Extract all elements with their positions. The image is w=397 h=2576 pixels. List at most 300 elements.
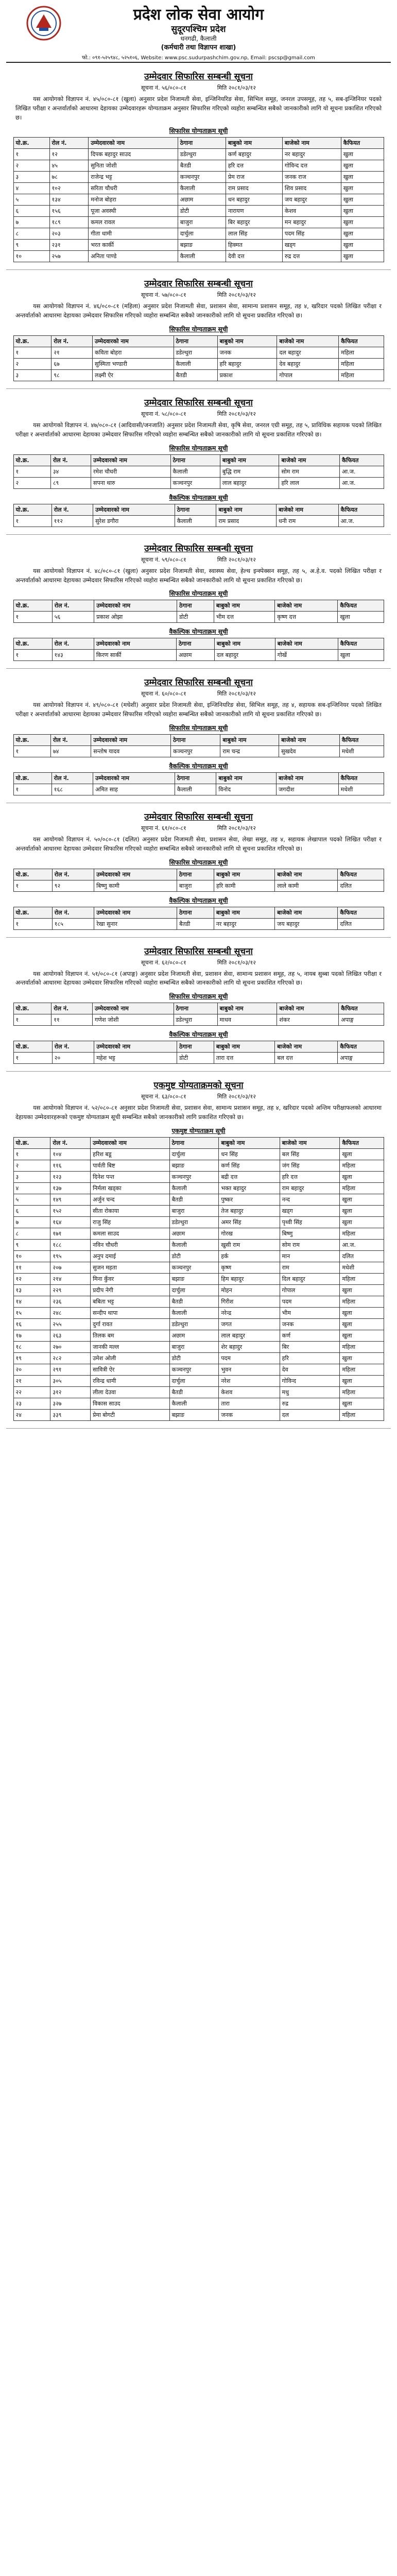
table-cell: खुला xyxy=(340,1375,384,1386)
table-cell: जंग सिंह xyxy=(280,1160,340,1171)
table-cell: १३४ xyxy=(49,194,89,206)
table-row xyxy=(13,918,384,929)
table-cell: कैलाली xyxy=(178,251,226,262)
column-header: कैफियत xyxy=(339,336,384,347)
table-row xyxy=(13,466,384,477)
table-row xyxy=(13,1262,384,1273)
column-header: रोल नं. xyxy=(52,1041,94,1053)
column-header: यो.क्र. xyxy=(13,454,50,466)
section-divider xyxy=(6,1428,391,1429)
table-cell: बैतडी xyxy=(169,1296,219,1307)
column-header: यो.क्र. xyxy=(13,600,52,612)
table-cell: सरिता चौधरी xyxy=(89,183,178,194)
notice-number: सूचना नं. ६२/०८०-८१ xyxy=(141,959,186,966)
table-cell: भक्त बहादुर xyxy=(219,1182,280,1194)
table-cell: सपना थारु xyxy=(91,477,170,488)
table-cell: ७ xyxy=(13,1216,50,1228)
table-cell: १ xyxy=(13,1148,50,1160)
recommendation-table xyxy=(13,137,384,262)
table-row xyxy=(13,1250,384,1262)
table-cell: मिना कुँवर xyxy=(91,1273,170,1284)
table-cell: २१ xyxy=(13,1375,50,1386)
table-cell: २१ xyxy=(51,347,93,359)
notice-date: मिति २०८१/०३/१२ xyxy=(217,824,256,832)
table-cell: दल बहादुर xyxy=(214,650,275,661)
column-header: ठेगाना xyxy=(177,1041,214,1053)
table-cell: उमेश ओली xyxy=(91,1352,170,1364)
column-header: ठेगाना xyxy=(169,1137,219,1148)
table-cell: २३ xyxy=(13,1398,50,1409)
table-cell: १ xyxy=(13,784,51,795)
column-header: कैफियत xyxy=(338,907,384,918)
table-cell: १६८ xyxy=(51,784,93,795)
table-cell: धन सिंह xyxy=(219,1148,280,1160)
table-cell: राम चन्द्र xyxy=(220,745,279,757)
table-cell: लक्ष्मी ऐर xyxy=(93,370,174,381)
table-cell: ७ xyxy=(13,217,49,228)
table-cell: १ xyxy=(13,1014,51,1026)
table-row xyxy=(13,228,384,240)
table-row xyxy=(13,880,384,891)
table-cell: १८८ xyxy=(50,1239,91,1250)
table-cell: २०३ xyxy=(49,228,89,240)
table-cell: १७ xyxy=(13,1330,50,1341)
table-cell: १ xyxy=(13,1053,52,1064)
column-header: बाबुको नाम xyxy=(217,336,277,347)
table-row xyxy=(13,1171,384,1182)
list-title: सिफारिस योग्यताक्रम सूची xyxy=(169,724,228,732)
table-cell: ५६ xyxy=(52,612,94,623)
column-header: बाबुको नाम xyxy=(220,734,279,745)
table-row xyxy=(13,1307,384,1318)
office-section: (कर्मचारी तथा विज्ञापन शाखा) xyxy=(161,44,236,52)
table-cell: दार्चुला xyxy=(169,1148,219,1160)
table-cell: १०४ xyxy=(50,1148,91,1160)
table-cell: सन्दीप थापा xyxy=(91,1307,170,1318)
table-row xyxy=(13,1228,384,1239)
table-cell: १ xyxy=(13,918,52,929)
table-cell: बिष्णु xyxy=(280,1228,340,1239)
table-cell: ९२ xyxy=(52,880,94,891)
alternate-table xyxy=(13,772,384,795)
table-row xyxy=(13,149,384,160)
section-divider xyxy=(6,1071,391,1072)
table-cell: सुरेश डगौरा xyxy=(93,515,175,527)
recommendation-table xyxy=(13,1137,384,1421)
list-title: सिफारिस योग्यताक्रम सूची xyxy=(169,590,228,598)
table-cell: पदम सिंह xyxy=(282,228,341,240)
alternate-list-title: वैकल्पिक योग्यताक्रम सूची xyxy=(169,494,228,501)
table-cell: मधेशी xyxy=(339,745,384,757)
table-cell: २७० xyxy=(50,1341,91,1352)
table-cell: खड्ग xyxy=(280,1205,340,1216)
column-header: यो.क्र. xyxy=(13,1137,50,1148)
table-row xyxy=(13,1386,384,1398)
table-cell: २३६ xyxy=(50,1296,91,1307)
table-cell: देवी दत्त xyxy=(226,251,282,262)
table-cell: २ xyxy=(13,160,49,172)
table-row xyxy=(13,160,384,172)
column-header: बाबुको नाम xyxy=(214,638,275,650)
notice-meta xyxy=(6,410,391,418)
notice-number: सूचना नं. ६०/०८०-८१ xyxy=(141,690,186,698)
table-cell: सन्तोष यादव xyxy=(91,745,171,757)
table-cell: हरि लाल xyxy=(279,477,340,488)
recommendation-table xyxy=(13,734,384,757)
column-header: रोल नं. xyxy=(51,1003,93,1014)
table-cell: खुला xyxy=(340,1307,384,1318)
table-cell: जनक राज xyxy=(282,172,341,183)
table-cell: खुला xyxy=(340,1330,384,1341)
notice-date: मिति २०८१/०३/१२ xyxy=(217,959,256,966)
column-header: यो.क्र. xyxy=(13,504,51,515)
table-cell: महिला xyxy=(340,1228,384,1239)
table-cell: तेज बहादुर xyxy=(219,1205,280,1216)
column-header: ठेगाना xyxy=(177,869,214,880)
table-cell: खुला xyxy=(341,172,384,183)
column-header: बाजेको नाम xyxy=(279,454,340,466)
table-cell: अर्जुन चन्द xyxy=(91,1194,170,1205)
column-header: रोल नं. xyxy=(50,454,91,466)
column-header: कैफियत xyxy=(338,1041,384,1053)
table-cell: गोविन्द दत्त xyxy=(282,160,341,172)
table-row xyxy=(13,1194,384,1205)
table-cell: खुला xyxy=(340,1398,384,1409)
table-cell: डोटी xyxy=(169,1352,219,1364)
table-cell: ३ xyxy=(13,172,49,183)
table-cell: बल दत्त xyxy=(275,1053,338,1064)
table-cell: १६४ xyxy=(50,1216,91,1228)
table-cell: खुला xyxy=(341,228,384,240)
notice-date: मिति २०८१/०३/१२ xyxy=(217,1093,256,1100)
table-cell: नविन चौधरी xyxy=(91,1239,170,1250)
notice-number: सूचना नं. ५७/०८०-८१ xyxy=(141,292,186,299)
table-cell: तारा दत्त xyxy=(214,1053,274,1064)
table-cell: २५५ xyxy=(50,1318,91,1330)
column-header: उम्मेदवारको नाम xyxy=(89,138,178,149)
table-cell: १५२ xyxy=(50,1205,91,1216)
notice-paragraph: यस आयोगको विज्ञापन नं. ४७/०८०-८१ (आदिवासी/जनजाति) अनुसार प्रदेश निजामती सेवा, कृषि सेवा, जनरल एग्री समूह, तह ५, प्राविधिक सहायक पदको लिखित परीक्षा र अन्तर्वार्ताको आधारमा देहायका उम्मेदवार सिफारिस गरिएको व्यहोरा सम्बन्धित सबैको जानकारीको लागि यो सूचना प्रकाशित गरिएको छ। xyxy=(15,421,382,438)
column-header: रोल नं. xyxy=(50,734,91,745)
table-cell: दलित xyxy=(340,1250,384,1262)
table-cell: बिर xyxy=(280,1341,340,1352)
notice-meta xyxy=(6,690,391,698)
column-header: यो.क्र. xyxy=(13,772,51,784)
table-cell: बैतडी xyxy=(169,1386,219,1398)
table-cell: किरण सार्की xyxy=(94,650,176,661)
notice-title: उम्मेदवार सिफारिस सम्बन्धी सूचना xyxy=(144,811,253,822)
table-cell: माधव xyxy=(217,1014,277,1026)
notice-meta xyxy=(6,84,391,92)
table-cell: १६ xyxy=(13,1318,50,1330)
notice-section xyxy=(6,1079,391,1429)
table-cell: ९ xyxy=(13,1239,50,1250)
notice-sections xyxy=(6,70,391,1429)
table-cell: कैलाली xyxy=(175,784,216,795)
table-row xyxy=(13,172,384,183)
table-cell: पूजा अवस्थी xyxy=(89,206,178,217)
table-cell: १० xyxy=(13,1250,50,1262)
table-cell: खुला xyxy=(341,194,384,206)
table-cell: नर बहादुर xyxy=(214,918,274,929)
column-header: रोल नं. xyxy=(52,869,94,880)
table-row xyxy=(13,650,384,661)
table-cell: १ xyxy=(13,515,51,527)
notice-section xyxy=(6,810,391,938)
table-cell: अछाम xyxy=(169,1228,219,1239)
notice-section xyxy=(6,542,391,669)
column-header: बाजेको नाम xyxy=(277,772,339,784)
column-header: रोल नं. xyxy=(49,138,89,149)
column-header: रोल नं. xyxy=(52,907,94,918)
table-cell: खुला xyxy=(341,206,384,217)
table-cell: ३ xyxy=(13,1171,50,1182)
table-cell: ५ xyxy=(13,194,49,206)
table-cell: २ xyxy=(13,359,51,370)
table-cell: प्रेम राज xyxy=(226,172,282,183)
table-cell: दिनेश पन्त xyxy=(91,1171,170,1182)
notice-date: मिति २०८१/०३/१२ xyxy=(217,84,256,91)
alternate-list-title: वैकल्पिक योग्यताक्रम सूची xyxy=(169,896,228,904)
column-header: कैफियत xyxy=(339,734,384,745)
table-cell: कर्ण बहादुर xyxy=(226,149,282,160)
table-cell: बाजुरा xyxy=(169,1205,219,1216)
table-cell: पृथ्वी सिंह xyxy=(280,1216,340,1228)
column-header: बाजेको नाम xyxy=(280,1137,340,1148)
table-cell: अनुप दमाई xyxy=(91,1250,170,1262)
table-cell: बबिता भट्ट xyxy=(91,1296,170,1307)
table-cell: गोपाल xyxy=(277,370,339,381)
table-cell: खुला xyxy=(340,1318,384,1330)
table-cell: १५ xyxy=(13,1307,50,1318)
table-cell: ८९ xyxy=(50,477,91,488)
column-header: कैफियत xyxy=(338,504,384,515)
notice-paragraph: यस आयोगको विज्ञापन नं. ४९/०८०-८१ (मधेशी) अनुसार प्रदेश निजामती सेवा, इन्जिनियरिङ सेवा, सिभिल समूह, तह ४, सहायक सब-इन्जिनियर पदको लिखित परीक्षा र अन्तर्वार्ताको आधारमा देहायका उम्मेदवार सिफारिस गरिएको व्यहोरा सम्बन्धित सबैको जानकारीको लागि यो सूचना प्रकाशित गरिएको छ। xyxy=(15,701,382,718)
table-cell: खुला xyxy=(341,240,384,251)
table-cell: जय बहादुर xyxy=(275,918,338,929)
table-cell: आ.ज. xyxy=(340,1239,384,1250)
notice-paragraph: यस आयोगको विज्ञापन नं. ५२/०८०-८१ अनुसार प्रदेश निजामती सेवा, प्रशासन सेवा, सामान्य प्रशासन समूह, तह ४, खरिदार पदको अन्तिम परीक्षाफलको आधारमा देहायका उम्मेदवारहरूको एकमुष्ट योग्यताक्रम सूची सम्बन्धित सबैको जानकारीको लागि प्रकाशित गरिएको छ। xyxy=(15,1104,382,1121)
table-cell: ४ xyxy=(13,1182,50,1194)
table-cell: जनक xyxy=(219,1409,280,1420)
table-cell: दिल बहादुर xyxy=(280,1273,340,1284)
table-cell: बझाङ xyxy=(169,1273,219,1284)
table-cell: १० xyxy=(13,251,49,262)
notice-paragraph: यस आयोगको विज्ञापन नं. ५१/०८०-८१ (अपाङ्ग) अनुसार प्रदेश निजामती सेवा, प्रशासन सेवा, सामान्य प्रशासन समूह, तह ५, नायब सुब्बा पदको लिखित परीक्षा र अन्तर्वार्ताको आधारमा देहायका उम्मेदवार सिफारिस गरिएको व्यहोरा सम्बन्धित सबैको जानकारीको लागि यो सूचना प्रकाशित गरिएको छ। xyxy=(15,970,382,987)
list-title: सिफारिस योग्यताक्रम सूची xyxy=(169,444,228,452)
table-row xyxy=(13,745,384,757)
table-cell: मधेशी xyxy=(338,784,384,795)
table-cell: कृष्ण दत्त xyxy=(275,612,338,623)
table-cell: ४५ xyxy=(49,160,89,172)
column-header: रोल नं. xyxy=(51,772,93,784)
column-header: उम्मेदवारको नाम xyxy=(93,504,175,515)
table-cell: २९१ xyxy=(50,1364,91,1375)
table-cell: पदम xyxy=(219,1352,280,1364)
alternate-table xyxy=(13,1041,384,1064)
column-header: कैफियत xyxy=(338,869,384,880)
table-cell: कैलाली xyxy=(169,1307,219,1318)
table-cell: अछाम xyxy=(176,650,214,661)
notice-meta xyxy=(6,291,391,299)
table-cell: सुनिता जोशी xyxy=(89,160,178,172)
table-cell: कञ्चनपुर xyxy=(170,745,220,757)
table-row xyxy=(13,347,384,359)
column-header: बाबुको नाम xyxy=(216,772,277,784)
table-cell: कैलाली xyxy=(178,183,226,194)
table-cell: सोम राम xyxy=(280,1239,340,1250)
table-cell: धनी राम xyxy=(277,515,339,527)
table-cell: राम प्रसाद xyxy=(216,515,277,527)
table-cell: खुला xyxy=(338,650,384,661)
table-row xyxy=(13,206,384,217)
table-cell: दलित xyxy=(338,880,384,891)
column-header: यो.क्र. xyxy=(13,869,52,880)
column-header: उम्मेदवारको नाम xyxy=(91,734,171,745)
section-divider xyxy=(6,668,391,669)
column-header: उम्मेदवारको नाम xyxy=(94,1041,177,1053)
table-cell: कमला साउद xyxy=(91,1228,170,1239)
notice-date: मिति २०८१/०३/१२ xyxy=(217,411,256,418)
table-cell: डडेल्धुरा xyxy=(174,347,217,359)
table-cell: तारा xyxy=(219,1398,280,1409)
table-cell: बझाङ xyxy=(169,1409,219,1420)
table-cell: बुद्धि राम xyxy=(220,466,279,477)
table-row xyxy=(13,1398,384,1409)
table-cell: महिला xyxy=(340,1386,384,1398)
table-cell: डडेल्धुरा xyxy=(169,1216,219,1228)
table-cell: महिला xyxy=(340,1364,384,1375)
table-cell: १ xyxy=(13,612,52,623)
table-cell: मधेशी xyxy=(340,1262,384,1273)
table-cell: राम प्रसाद xyxy=(226,183,282,194)
list-title: सिफारिस योग्यताक्रम सूची xyxy=(169,127,228,135)
table-cell: सोम राम xyxy=(279,466,340,477)
table-cell: कर्ण सिंह xyxy=(219,1160,280,1171)
table-cell: बिर बहादुर xyxy=(226,217,282,228)
notice-paragraph: यस आयोगको विज्ञापन नं. ४५/०८०-८१ (खुला) अनुसार प्रदेश निजामती सेवा, इन्जिनियरिङ सेवा, सिभिल समूह, जनरल उपसमूह, तह ५, सब-इन्जिनियर पदको लिखित परीक्षा र अन्तर्वार्ताको आधारमा देहायका उम्मेदवारहरू योग्यताक्रम अनुसार सिफारिस गरिएको व्यहोरा सम्बन्धित सबैको जानकारीको लागि यो सूचना प्रकाशित गरिएको छ। xyxy=(15,95,382,121)
table-row xyxy=(13,370,384,381)
table-cell: प्रकाश xyxy=(217,370,277,381)
column-header: बाबुको नाम xyxy=(219,1137,280,1148)
column-header: यो.क्र. xyxy=(13,907,52,918)
alternate-table xyxy=(13,638,384,661)
table-row xyxy=(13,784,384,795)
column-header: कैफियत xyxy=(338,638,384,650)
column-header: उम्मेदवारको नाम xyxy=(94,600,177,612)
table-cell: १५६ xyxy=(49,206,89,217)
table-row xyxy=(13,183,384,194)
table-cell: अमर सिंह xyxy=(219,1216,280,1228)
table-cell: प्रदीप नेगी xyxy=(91,1284,170,1296)
table-cell: अपाङ्ग xyxy=(338,1053,384,1064)
table-cell: खुला xyxy=(341,160,384,172)
table-cell: १ xyxy=(13,347,51,359)
table-cell: रुद्र दत्त xyxy=(282,251,341,262)
table-cell: खुला xyxy=(340,1148,384,1160)
table-cell: भीम xyxy=(280,1307,340,1318)
table-row xyxy=(13,194,384,206)
column-header: कैफियत xyxy=(338,600,384,612)
table-cell: ३०५ xyxy=(50,1375,91,1386)
column-header: रोल नं. xyxy=(51,504,93,515)
notice-section xyxy=(6,945,391,1072)
column-header: बाबुको नाम xyxy=(214,600,274,612)
table-cell: नारायण xyxy=(226,206,282,217)
table-cell: हरि दत्त xyxy=(280,1171,340,1182)
table-cell: अमित साह xyxy=(93,784,175,795)
table-cell: मन बहादुर xyxy=(282,217,341,228)
notice-paragraph: यस आयोगको विज्ञापन नं. ५०/०८०-८१ (दलित) अनुसार प्रदेश निजामती सेवा, प्रशासन सेवा, लेखा समूह, तह ४, सहायक लेखापाल पदको लिखित परीक्षा र अन्तर्वार्ताको आधारमा देहायका उम्मेदवार सिफारिस गरिएको व्यहोरा सम्बन्धित सबैको जानकारीको लागि यो सूचना प्रकाशित गरिएको छ। xyxy=(15,835,382,852)
notice-title: उम्मेदवार सिफारिस सम्बन्धी सूचना xyxy=(144,543,253,554)
table-cell: महिला xyxy=(340,1341,384,1352)
table-cell: निर्मला खड्का xyxy=(91,1182,170,1194)
column-header: यो.क्र. xyxy=(13,638,52,650)
column-header: कैफियत xyxy=(338,772,384,784)
notice-meta xyxy=(6,1093,391,1100)
table-cell: ९ xyxy=(13,240,49,251)
notice-title: उम्मेदवार सिफारिस सम्बन्धी सूचना xyxy=(144,279,253,290)
table-cell: हिक्मत xyxy=(226,240,282,251)
table-cell: १९ xyxy=(13,1352,50,1364)
table-cell: ४ xyxy=(13,183,49,194)
table-cell: हरि कामी xyxy=(214,880,275,891)
table-cell: कञ्चनपुर xyxy=(169,1364,219,1375)
alternate-table xyxy=(13,907,384,930)
table-cell: जानकी मल्ल xyxy=(91,1341,170,1352)
section-divider xyxy=(6,388,391,389)
column-header: ठेगाना xyxy=(175,504,216,515)
column-header: ठेगाना xyxy=(176,638,214,650)
table-cell: खड्ग xyxy=(282,240,341,251)
notice-paragraph: यस आयोगको विज्ञापन नं. ४८/०८०-८१ (खुला) अनुसार प्रदेश निजामती सेवा, स्वास्थ्य सेवा, हेल्थ इन्स्पेक्सन समूह, तह ५, अ.हे.व. पदको लिखित परीक्षा र अन्तर्वार्ताको आधारमा देहायका उम्मेदवार सिफारिस गरिएको व्यहोरा सम्बन्धित सबैको जानकारीको लागि यो सूचना प्रकाशित गरिएको छ। xyxy=(15,567,382,584)
table-cell: २४८ xyxy=(50,1307,91,1318)
table-cell: बैतडी xyxy=(174,370,217,381)
table-cell: ८ xyxy=(13,1228,50,1239)
contact-line: फो.: ०९१-५२५९४८, ५२५१०६, Website: www.psc.sudurpashchim.gov.np, Email: pscsp@gmail.com xyxy=(82,55,315,61)
table-cell: १३ xyxy=(13,1284,50,1296)
table-cell: सीता रोकाया xyxy=(91,1205,170,1216)
notice-meta xyxy=(6,556,391,564)
table-cell: सुस्मिता भण्डारी xyxy=(93,359,174,370)
table-cell: आ.ज. xyxy=(338,515,384,527)
table-cell: दुर्गा रावत xyxy=(91,1318,170,1330)
table-cell: बल सिंह xyxy=(280,1148,340,1160)
table-cell: २६३ xyxy=(50,1330,91,1341)
column-header: उम्मेदवारको नाम xyxy=(93,1003,174,1014)
table-cell: कविता बोहरा xyxy=(93,347,174,359)
table-cell: महिला xyxy=(340,1409,384,1420)
table-cell: बैतडी xyxy=(169,1194,219,1205)
table-cell: लाल सिंह xyxy=(226,228,282,240)
table-cell: केशव xyxy=(282,206,341,217)
table-row xyxy=(13,240,384,251)
table-row xyxy=(13,1296,384,1307)
table-cell: कमल रावल xyxy=(89,217,178,228)
column-header: ठेगाना xyxy=(177,907,214,918)
column-header: यो.क्र. xyxy=(13,138,49,149)
table-cell: डडेल्धुरा xyxy=(174,1014,217,1026)
recommendation-table xyxy=(13,1003,384,1026)
column-header: बाजेको नाम xyxy=(277,504,339,515)
table-cell: खुला xyxy=(340,1205,384,1216)
table-cell: डडेल्धुरा xyxy=(169,1318,219,1330)
table-row xyxy=(13,1014,384,1026)
alternate-list-title: वैकल्पिक योग्यताक्रम सूची xyxy=(169,1031,228,1039)
column-header: बाबुको नाम xyxy=(226,138,282,149)
table-cell: २२ xyxy=(13,1386,50,1398)
table-cell: १४९ xyxy=(50,1194,91,1205)
